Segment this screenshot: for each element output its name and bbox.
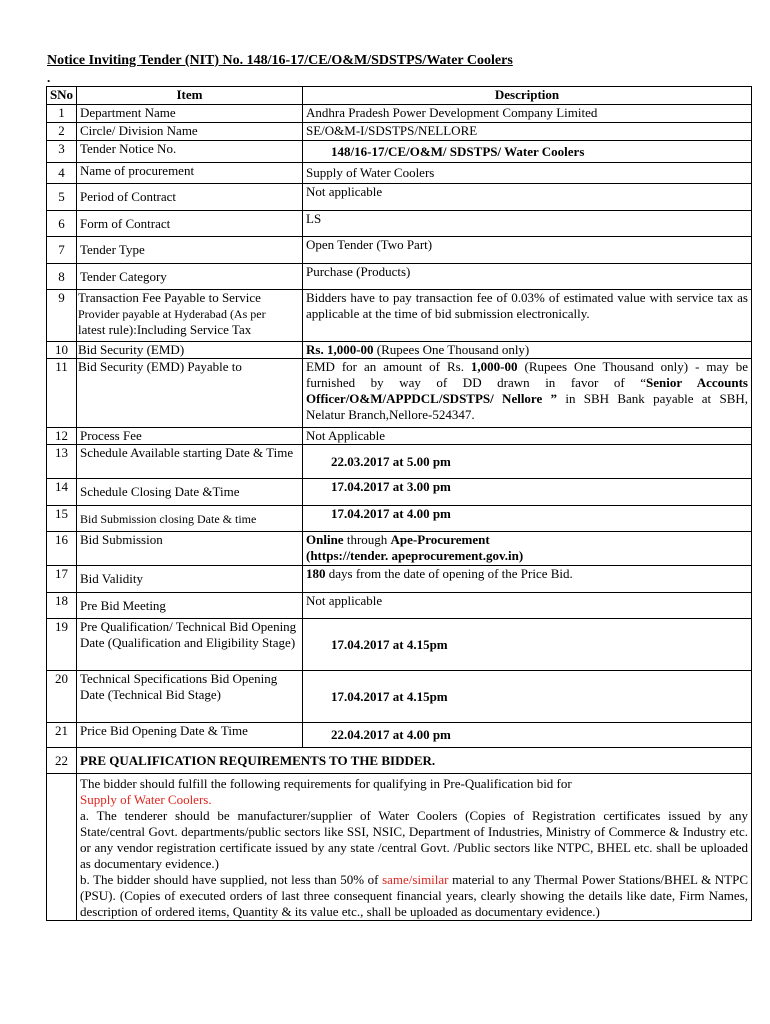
row-desc: Supply of Water Coolers (303, 163, 752, 184)
row-desc: Not applicable (303, 184, 752, 211)
emd-text: (Rupees One Thousand only) - may be furnished by way of DD drawn in favor of “ (306, 359, 748, 390)
table-row (47, 593, 752, 619)
row-sno: 17 (47, 566, 77, 593)
row-desc: Not Applicable (303, 428, 752, 445)
table-row (47, 619, 752, 671)
row-sno: 8 (47, 264, 77, 290)
row-item: Period of Contract (77, 184, 303, 211)
row-desc: Andhra Pradesh Power Development Company Limited (303, 105, 752, 123)
row-desc: 148/16-17/CE/O&M/ SDSTPS/ Water Coolers (303, 141, 752, 163)
row-item: Name of procurement (77, 163, 303, 184)
row-sno: 12 (47, 428, 77, 445)
row-sno: 19 (47, 619, 77, 671)
row-item: Schedule Available starting Date & Time (77, 445, 303, 479)
row-item: Form of Contract (77, 211, 303, 237)
table-row (47, 123, 752, 141)
para-b-text: material to any Thermal Power Stations/BHEL & NTPC (PSU). (Copies of executed orders of last three consequent financial years, clearly showing the details like date, Firm Names, description of ordered items, Quantity & its value etc., shall be uploaded as documentary evidence.) (80, 872, 749, 919)
col-desc-header: Description (303, 87, 752, 105)
table-row (47, 290, 752, 342)
emd-words: (Rupees One Thousand only) (376, 342, 530, 357)
row-desc (303, 342, 752, 359)
online-label: Online (306, 532, 344, 547)
table-row (47, 237, 752, 264)
row-desc: LS (303, 211, 752, 237)
row-sno: 21 (47, 723, 77, 748)
row-sno: 1 (47, 105, 77, 123)
row-item (77, 290, 303, 342)
row-sno: 14 (47, 479, 77, 506)
row-sno: 4 (47, 163, 77, 184)
row-sno: 9 (47, 290, 77, 342)
row-item: Bid Submission closing Date & time (77, 506, 303, 532)
row-desc: 17.04.2017 at 3.00 pm (303, 479, 752, 506)
title-dot: . (47, 70, 51, 85)
portal-name: Ape-Procurement (390, 532, 490, 547)
row-item: Department Name (77, 105, 303, 123)
row-sno: 10 (47, 342, 77, 359)
notice-title: Notice Inviting Tender (NIT) No. 148/16-17/CE/O&M/SDSTPS/Water Coolers (47, 53, 513, 68)
prequal-intro-item: Supply of Water Coolers. (80, 792, 212, 807)
row-item: Schedule Closing Date &Time (77, 479, 303, 506)
row-sno: 3 (47, 141, 77, 163)
prequal-blank (47, 774, 77, 921)
row-sno: 5 (47, 184, 77, 211)
table-row (47, 359, 752, 428)
through-label: through (346, 532, 388, 547)
row-item: Bid Submission (77, 532, 303, 566)
row-item-line: latest rule):Including Service Tax (78, 322, 252, 337)
table-row (47, 342, 752, 359)
table-row (47, 748, 752, 774)
row-desc: Not applicable (303, 593, 752, 619)
row-desc: Bidders have to pay transaction fee of 0.03% of estimated value with service tax as applicable at the time of bid submission electronically. (303, 290, 752, 342)
emd-amount: Rs. 1,000-00 (306, 342, 374, 357)
table-row (47, 105, 752, 123)
table-row (47, 163, 752, 184)
col-item-header: Item (77, 87, 303, 105)
row-item: Process Fee (77, 428, 303, 445)
prequal-row (47, 774, 752, 921)
row-item: Bid Security (EMD) Payable to (77, 359, 303, 428)
para-b-text: b. The bidder should have supplied, not less than 50% of (80, 872, 379, 887)
table-row (47, 184, 752, 211)
row-desc: 22.04.2017 at 4.00 pm (303, 723, 752, 748)
prequal-intro: The bidder should fulfill the following requirements for qualifying in Pre-Qualification bid for (80, 776, 572, 791)
table-row (47, 445, 752, 479)
row-item: Tender Category (77, 264, 303, 290)
row-sno: 11 (47, 359, 77, 428)
nit-table (46, 86, 752, 921)
row-desc: 22.03.2017 at 5.00 pm (303, 445, 752, 479)
table-row (47, 506, 752, 532)
table-row (47, 566, 752, 593)
row-item: Tender Type (77, 237, 303, 264)
validity-text: days from the date of opening of the Price Bid. (328, 566, 573, 581)
prequal-para-b (80, 872, 748, 920)
emd-text: EMD for an amount of Rs. (306, 359, 464, 374)
row-desc (303, 359, 752, 428)
row-item: Price Bid Opening Date & Time (77, 723, 303, 748)
row-item: Tender Notice No. (77, 141, 303, 163)
row-sno: 22 (47, 748, 77, 774)
para-b-highlight: same/similar (382, 872, 449, 887)
validity-days: 180 (306, 566, 326, 581)
prequal-body (77, 774, 752, 921)
emd-text: in SBH Bank payable at SBH, Nelatur Branch,Nellore-524347. (306, 391, 749, 422)
prequal-heading: PRE QUALIFICATION REQUIREMENTS TO THE BIDDER. (77, 748, 752, 774)
row-sno: 20 (47, 671, 77, 723)
table-row (47, 532, 752, 566)
table-row (47, 723, 752, 748)
row-item: Pre Bid Meeting (77, 593, 303, 619)
row-sno: 6 (47, 211, 77, 237)
row-sno: 13 (47, 445, 77, 479)
row-desc: 17.04.2017 at 4.00 pm (303, 506, 752, 532)
row-desc: Open Tender (Two Part) (303, 237, 752, 264)
row-desc: 17.04.2017 at 4.15pm (303, 619, 752, 671)
row-item: Bid Validity (77, 566, 303, 593)
header-row (47, 87, 752, 105)
row-item-line: Provider payable at Hyderabad (As per (78, 307, 266, 321)
table-row (47, 671, 752, 723)
prequal-para-a: a. The tenderer should be manufacturer/supplier of Water Coolers (Copies of Registration certificates issued by any State/central Govt. departments/public sectors like SSI, NSIC, Department of Industries, Ministry of Commerce & Industry etc. or any vendor registration certificate issued by any state /central Govt. /Public sectors like NTPC, BHEL etc. shall be uploaded as documentary evidence.) (80, 808, 748, 871)
row-desc (303, 532, 752, 566)
row-item: Pre Qualification/ Technical Bid Opening Date (Qualification and Eligibility Stage) (77, 619, 303, 671)
table-row (47, 211, 752, 237)
row-desc: Purchase (Products) (303, 264, 752, 290)
row-desc: 17.04.2017 at 4.15pm (303, 671, 752, 723)
row-desc (303, 566, 752, 593)
row-desc: SE/O&M-I/SDSTPS/NELLORE (303, 123, 752, 141)
row-item: Technical Specifications Bid Opening Date (Technical Bid Stage) (77, 671, 303, 723)
row-sno: 18 (47, 593, 77, 619)
emd-amount: 1,000-00 (470, 359, 518, 374)
portal-url: (https://tender. apeprocurement.gov.in) (306, 548, 524, 563)
col-sno-header: SNo (47, 87, 77, 105)
row-sno: 15 (47, 506, 77, 532)
table-row (47, 264, 752, 290)
row-item: Bid Security (EMD) (77, 342, 303, 359)
row-sno: 2 (47, 123, 77, 141)
table-row (47, 479, 752, 506)
row-sno: 16 (47, 532, 77, 566)
row-item: Circle/ Division Name (77, 123, 303, 141)
table-row (47, 141, 752, 163)
row-item-line: Transaction Fee Payable to Service (78, 290, 261, 305)
table-row (47, 428, 752, 445)
row-sno: 7 (47, 237, 77, 264)
payee-name: Senior Accounts Officer/O&M/APPDCL/SDSTPS/ Nellore ” (306, 375, 748, 406)
